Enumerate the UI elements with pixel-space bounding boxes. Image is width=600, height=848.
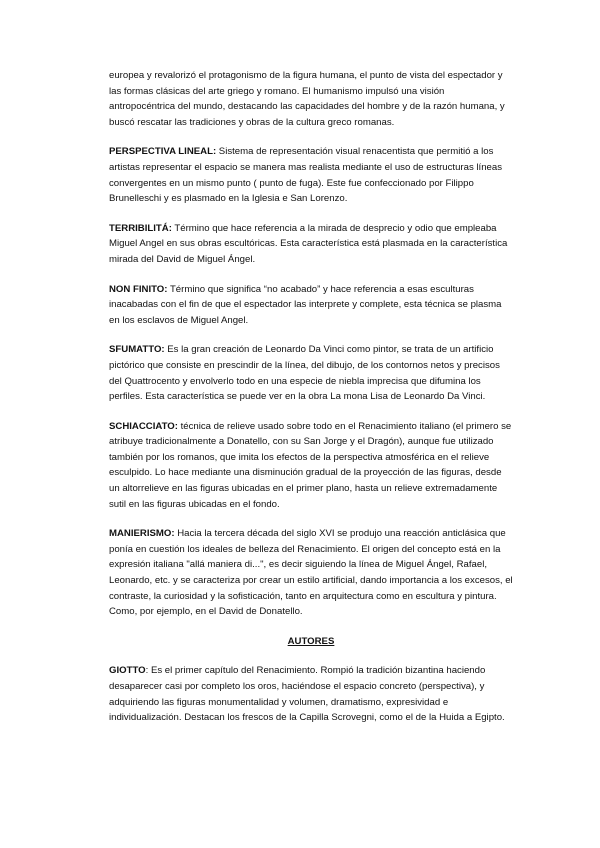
definition-text: Sistema de representación visual renacentista que permitió a los artistas representar el espacio se manera mas realista mediante el uso de estructuras líneas convergentes en un mismo punto ( punto de fuga). Este fue confeccionado por Filippo Brunelleschi y es plasmado en la Iglesia e San Lorenzo.	[109, 146, 503, 205]
definition-text: Es la gran creación de Leonardo Da Vinci como pintor, se trata de un artificio pictórico que consiste en prescindir de la línea, del dibujo, de los contornos netos y precisos del Quattrocento y envolverlo todo en una especie de niebla imprecisa que difumina los perfiles. Esta característica se puede ver en la obra La mona Lisa de Leonardo Da Vinci.	[109, 344, 500, 403]
definition-term: SCHIACCIATO:	[109, 420, 178, 432]
section-heading-autores: AUTORES	[287, 635, 335, 647]
intro-paragraph: europea y revalorizó el protagonismo de la figura humana, el punto de vista del espectador y las formas clásicas del arte griego y romano. El humanismo impulsó una visión antropocéntrica del mundo, destacando las capacidades del hombre y de la razón humana, y buscó rescatar las tradiciones y obras de la cultura greco romanas.	[109, 70, 505, 128]
definition-text: Término que hace referencia a la mirada de desprecio y odio que empleaba Miguel Angel en sus obras escultóricas. Esta característica está plasmada en la característica mirada del David de Miguel Ángel.	[109, 222, 508, 265]
definition-sfumatto	[109, 342, 513, 404]
definition-term: TERRIBILITÁ:	[109, 222, 172, 234]
definition-term: NON FINITO:	[109, 283, 168, 295]
definition-non-finito	[109, 282, 513, 329]
document-page	[109, 68, 513, 740]
definition-term: SFUMATTO:	[109, 344, 165, 356]
definition-text: Hacia la tercera década del siglo XVI se produjo una reacción anticlásica que ponía en cuestión los ideales de belleza del Renacimiento. El origen del concepto está en la expresión italiana "allá maniera di...", es decir siguiendo la línea de Miguel Ángel, Rafael, Leonardo, etc. y se caracteriza por crear un estilo artificial, dando importancia a los excesos, el contraste, la curiosidad y la sofisticación, tanto en arquitectura como en escultura y pintura. Como, por ejemplo, en el David de Donatello.	[109, 528, 513, 618]
definition-perspectiva-lineal	[109, 144, 513, 206]
author-name: GIOTTO	[109, 665, 146, 677]
definition-schiacciato	[109, 419, 513, 513]
definition-text: técnica de relieve usado sobre todo en el Renacimiento italiano (el primero se atribuye tradicionalmente a Donatello, con su San Jorge y el Dragón), aunque fue utilizado también por los romanos, que imita los efectos de la perspectiva atmosférica en el relieve esculpido. Lo hace mediante una disminución gradual de la proyección de las figuras, desde un altorrelieve en las figuras ubicadas en el primer plano, hasta un relieve extremadamente sutil en las figuras ubicadas en el fondo.	[109, 420, 512, 510]
definition-manierismo	[109, 526, 513, 620]
definition-term: MANIERISMO:	[109, 528, 175, 540]
definition-text: Término que significa “no acabado” y hace referencia a esas esculturas inacabadas con el fin de que el espectador las interprete y complete, esta técnica se plasma en los esclavos de Miguel Angel.	[109, 283, 502, 326]
definition-term: PERSPECTIVA LINEAL:	[109, 146, 217, 158]
author-giotto	[109, 663, 513, 725]
author-text: : Es el primer capítulo del Renacimiento. Rompió la tradición bizantina haciendo desaparecer casi por completo los oros, haciéndose el espacio concreto (perspectiva), y adquiriendo las figuras monumentalidad y volumen, dramatismo, expresividad e individualización. Destacan los frescos de la Capilla Scrovegni, como el de la Huida a Egipto.	[109, 665, 505, 724]
definition-terribilita	[109, 221, 513, 268]
